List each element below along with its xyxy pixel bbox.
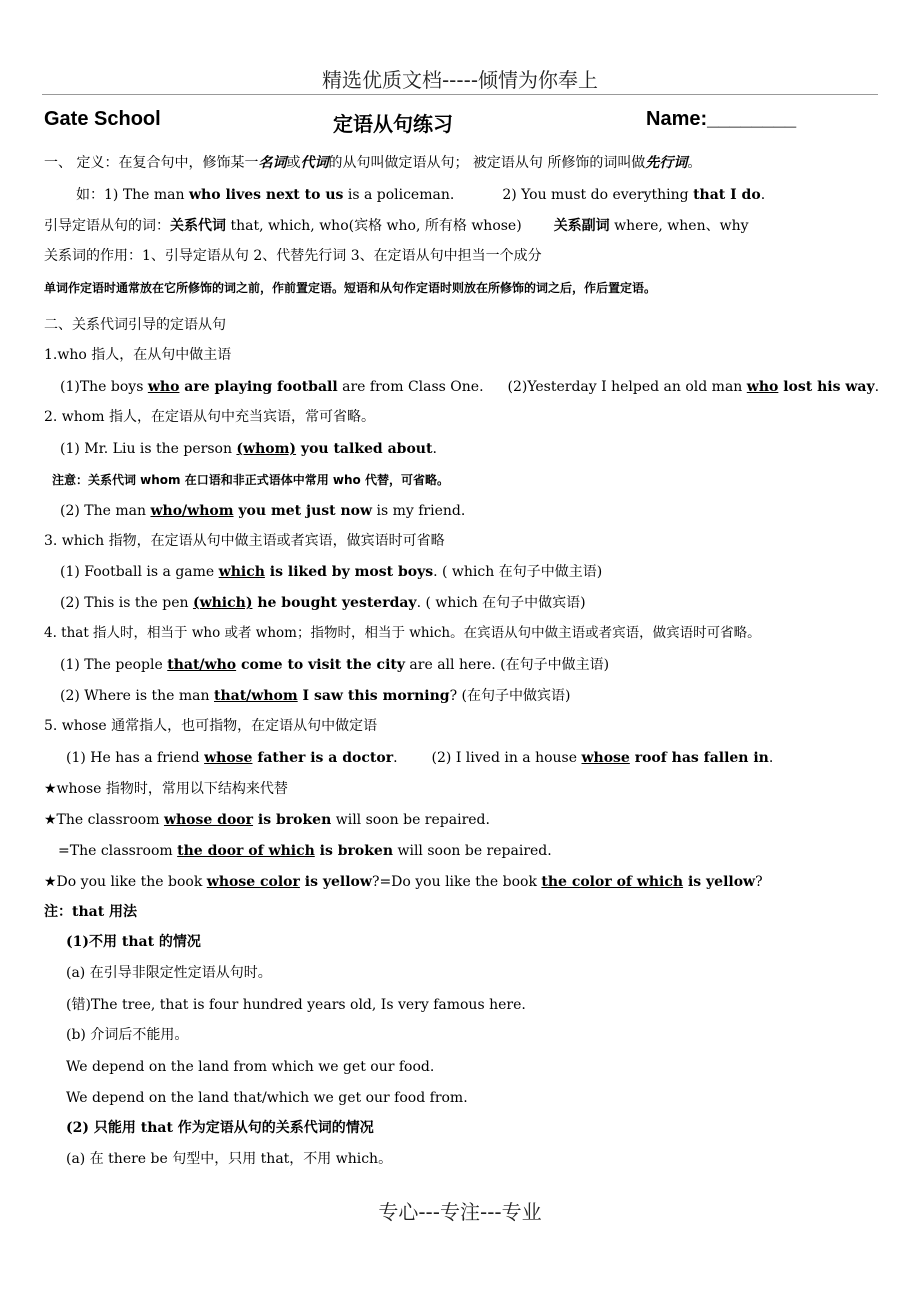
definition-line: 一、 定义：在复合句中，修饰某一名词或代词的从句叫做定语从句； 被定语从句 所修饰的词叫做先行词。: [44, 155, 702, 171]
preposition-example-1: We depend on the land from which we get our food.: [66, 1059, 435, 1075]
that-example-1: (1) The people that/who come to visit the city are all here. (在句子中做主语): [60, 657, 610, 673]
which-example-1: (1) Football is a game which is liked by most boys. ( which 在句子中做主语): [60, 564, 603, 580]
which-example-2: (2) This is the pen (which) he bought yesterday. ( which 在句子中做宾语): [60, 595, 586, 611]
page-header: 精选优质文档-----倾情为你奉上: [321, 68, 599, 92]
whose-star-example-2: =The classroom the door of which is broken will soon be repaired.: [58, 843, 552, 859]
page-footer: 专心---专注---专业: [378, 1200, 542, 1224]
relative-words-line: 引导定语从句的词：关系代词 that, which, who(宾格 who, 所有格 whose) 关系副词 where, when、why: [44, 218, 749, 234]
position-note: 单词作定语时通常放在它所修饰的词之前，作前置定语。短语和从句作定语时则放在所修饰的词之后，作后置定语。: [44, 281, 657, 295]
whom-example-1: (1) Mr. Liu is the person (whom) you talked about.: [60, 441, 437, 457]
whose-star-example-1: ★The classroom whose door is broken will soon be repaired.: [44, 812, 490, 828]
name-field: Name:________: [646, 108, 797, 130]
only-that-case-a: (a) 在 there be 句型中，只用 that，不用 which。: [66, 1151, 393, 1167]
example-line: 如：1) The man who lives next to us is a policeman. 2) You must do everything that I do.: [76, 187, 766, 203]
school-name: Gate School: [44, 108, 161, 130]
who-examples: (1)The boys who are playing football are from Class One. (2)Yesterday I helped an old man who lost his way.: [60, 379, 880, 395]
preposition-example-2: We depend on the land that/which we get our food from.: [66, 1090, 468, 1106]
whom-heading: 2. whom 指人，在定语从句中充当宾语，常可省略。: [44, 409, 375, 425]
whom-note: 注意：关系代词 whom 在口语和非正式语体中常用 who 代替，可省略。: [52, 473, 449, 487]
whose-star-note: ★whose 指物时，常用以下结构来代替: [44, 781, 288, 797]
worksheet-title: 定语从句练习: [333, 114, 453, 136]
that-example-2: (2) Where is the man that/whom I saw this morning? (在句子中做宾语): [60, 688, 571, 704]
no-that-case-a: (a) 在引导非限定性定语从句时。: [66, 965, 272, 981]
that-heading: 4. that 指人时，相当于 who 或者 whom；指物时，相当于 which。在宾语从句中做主语或者宾语，做宾语时可省略。: [44, 625, 761, 641]
section-2-heading: 二、关系代词引导的定语从句: [44, 317, 226, 333]
header-rule: [42, 94, 878, 95]
whose-heading: 5. whose 通常指人，也可指物，在定语从句中做定语: [44, 718, 378, 734]
roles-line: 关系词的作用：1、引导定语从句 2、代替先行词 3、在定语从句中担当一个成分: [44, 248, 542, 264]
title-bar: [0, 108, 920, 134]
whose-examples: (1) He has a friend whose father is a doctor. (2) I lived in a house whose roof has fallen in.: [66, 750, 774, 766]
wrong-example: (错)The tree, that is four hundred years old, Is very famous here.: [66, 997, 526, 1013]
whom-example-2: (2) The man who/whom you met just now is my friend.: [60, 503, 466, 519]
which-heading: 3. which 指物，在定语从句中做主语或者宾语，做宾语时可省略: [44, 533, 445, 549]
no-that-heading: (1)不用 that 的情况: [66, 934, 201, 950]
who-heading: 1.who 指人，在从句中做主语: [44, 347, 232, 363]
only-that-heading: (2) 只能用 that 作为定语从句的关系代词的情况: [66, 1120, 374, 1136]
whose-star-example-3: ★Do you like the book whose color is yellow?=Do you like the book the color of which is yellow?: [44, 874, 763, 890]
no-that-case-b: (b) 介词后不能用。: [66, 1027, 189, 1043]
that-usage-heading: 注：that 用法: [44, 904, 138, 920]
